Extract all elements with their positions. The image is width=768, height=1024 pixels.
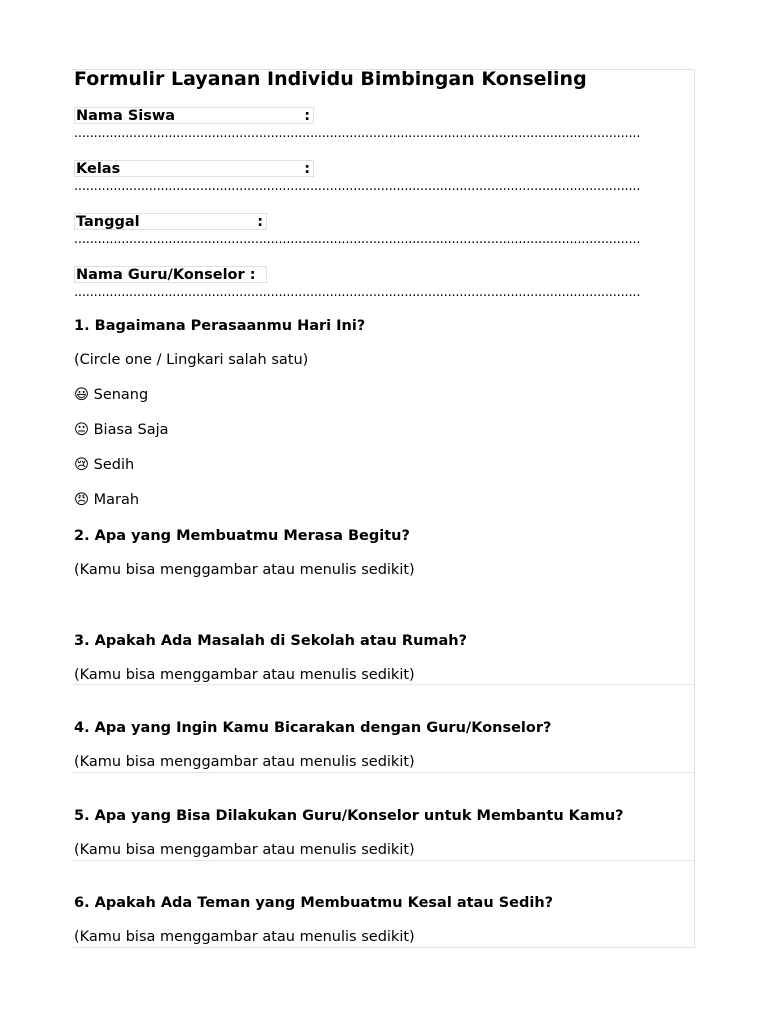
field-label-tanggal: Tanggal : bbox=[74, 213, 267, 230]
option-label: Senang bbox=[93, 387, 149, 403]
sad-face-icon: 😢 bbox=[74, 457, 90, 473]
question-4-hint: (Kamu bisa menggambar atau menulis sedikit) bbox=[74, 754, 415, 770]
question-6: 6. Apakah Ada Teman yang Membuatmu Kesal atau Sedih? bbox=[74, 895, 554, 911]
question-3: 3. Apakah Ada Masalah di Sekolah atau Rumah? bbox=[74, 633, 468, 649]
angry-face-icon: 😠 bbox=[74, 492, 90, 508]
question-1: 1. Bagaimana Perasaanmu Hari Ini? bbox=[74, 318, 366, 334]
question-1-instruction: (Circle one / Lingkari salah satu) bbox=[74, 352, 309, 368]
section-divider bbox=[73, 860, 695, 861]
option-marah[interactable] bbox=[74, 492, 139, 508]
fill-line-kelas[interactable]: ................................................................................................................................................ bbox=[74, 180, 641, 194]
field-label-kelas: Kelas : bbox=[74, 160, 314, 177]
question-5: 5. Apa yang Bisa Dilakukan Guru/Konselor untuk Membantu Kamu? bbox=[74, 808, 624, 824]
question-2: 2. Apa yang Membuatmu Merasa Begitu? bbox=[74, 528, 410, 544]
field-label-nama-guru: Nama Guru/Konselor : bbox=[74, 266, 267, 283]
fill-line-tanggal[interactable]: ................................................................................................................................................ bbox=[74, 233, 641, 247]
question-2-hint: (Kamu bisa menggambar atau menulis sedikit) bbox=[74, 562, 415, 578]
option-sedih[interactable] bbox=[74, 457, 134, 473]
question-6-hint: (Kamu bisa menggambar atau menulis sedikit) bbox=[74, 929, 415, 945]
section-divider bbox=[73, 772, 695, 773]
fill-line-nama-siswa[interactable]: ................................................................................................................................................ bbox=[74, 127, 641, 141]
option-biasa-saja[interactable] bbox=[74, 422, 169, 438]
question-4: 4. Apa yang Ingin Kamu Bicarakan dengan Guru/Konselor? bbox=[74, 720, 552, 736]
option-label: Marah bbox=[93, 492, 140, 508]
fill-line-nama-guru[interactable]: ................................................................................................................................................ bbox=[74, 286, 641, 300]
option-label: Sedih bbox=[93, 457, 135, 473]
question-5-hint: (Kamu bisa menggambar atau menulis sedikit) bbox=[74, 842, 415, 858]
question-3-hint: (Kamu bisa menggambar atau menulis sedikit) bbox=[74, 667, 415, 683]
field-label-nama-siswa: Nama Siswa : bbox=[74, 107, 314, 124]
happy-face-icon: 😃 bbox=[74, 387, 90, 403]
section-divider bbox=[73, 684, 695, 685]
neutral-face-icon: 😐 bbox=[74, 422, 90, 438]
option-label: Biasa Saja bbox=[93, 422, 169, 438]
form-title: Formulir Layanan Individu Bimbingan Konseling bbox=[74, 68, 587, 90]
option-senang[interactable] bbox=[74, 387, 148, 403]
